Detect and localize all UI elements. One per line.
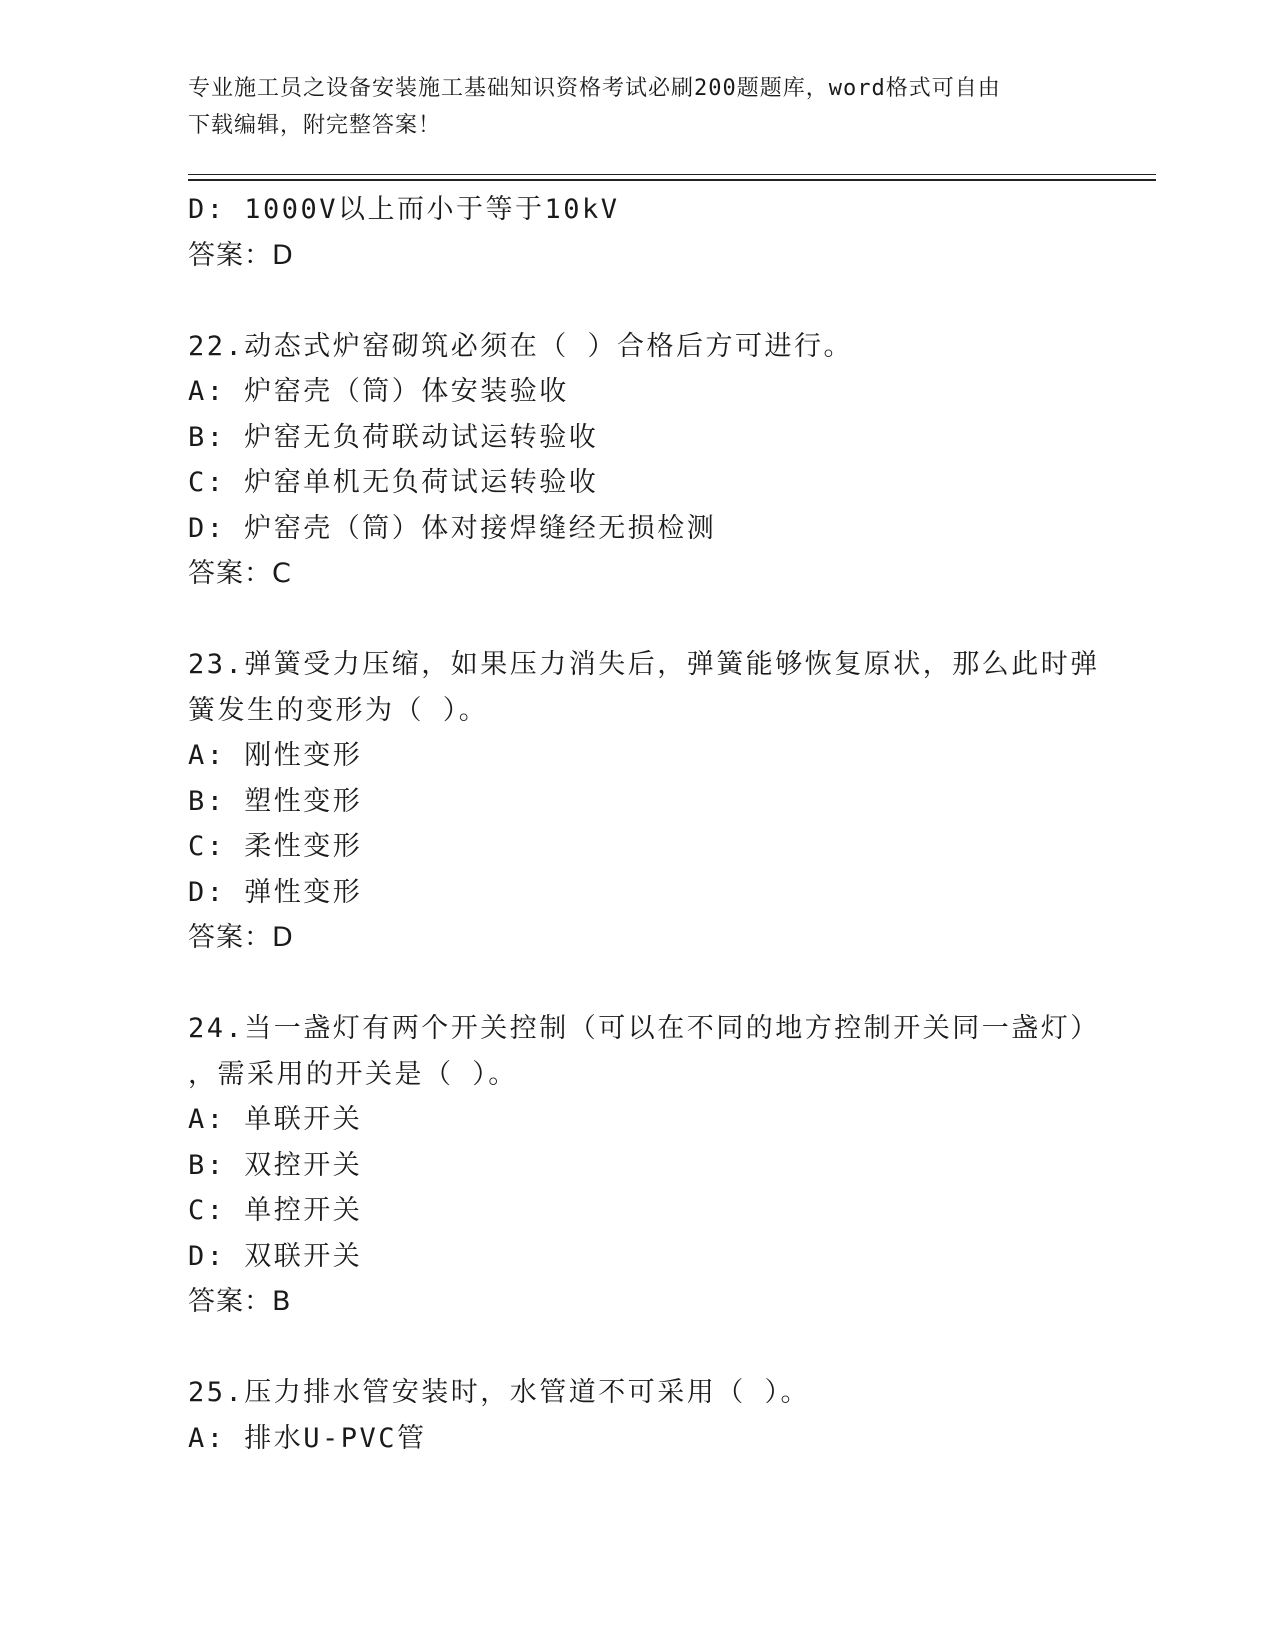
option-c: C: 单控开关 [188,1195,363,1226]
header-line-1: 专业施工员之设备安装施工基础知识资格考试必刷200题题库，word格式可自由 [188,76,1001,101]
question-stem: 25.压力排水管安装时，水管道不可采用（ ）。 [188,1377,811,1408]
option-b: B: 双控开关 [188,1149,363,1181]
question-22 [188,324,1088,597]
spacer [188,278,1088,324]
document-header [188,70,1088,144]
question-stem-continued: 簧发生的变形为（ ）。 [188,694,489,726]
option-d: D: 双联开关 [188,1240,363,1272]
header-divider-thick [188,179,1156,181]
answer-label: 答案：D [188,922,294,953]
answer-label: 答案：B [188,1286,292,1317]
option-a: A: 单联开关 [188,1104,363,1135]
option-d: D: 1000V以上而小于等于10kV [188,194,620,225]
partial-question-21 [188,187,1088,278]
question-25 [188,1370,1088,1461]
answer-label: 答案：C [188,558,292,589]
spacer [188,597,1088,643]
question-list [188,187,1100,1461]
question-23 [188,642,1100,961]
option-a: A: 炉窑壳（筒）体安装验收 [188,376,569,407]
option-c: C: 炉窑单机无负荷试运转验收 [188,467,599,498]
option-c: C: 柔性变形 [188,831,363,862]
option-a: A: 排水U-PVC管 [188,1422,427,1454]
question-stem-continued: ，需采用的开关是（ ）。 [188,1058,518,1090]
option-b: B: 炉窑无负荷联动试运转验收 [188,421,599,453]
question-24 [188,1006,1100,1325]
answer-label: 答案：D [188,239,294,271]
spacer [188,961,1088,1007]
header-line-2: 下载编辑，附完整答案！ [188,113,442,138]
option-a: A: 刚性变形 [188,740,363,771]
option-d: D: 炉窑壳（筒）体对接焊缝经无损检测 [188,512,717,544]
question-stem: 24.当一盏灯有两个开关控制（可以在不同的地方控制开关同一盏灯） [188,1013,1100,1044]
spacer [188,1325,1088,1371]
option-d: D: 弹性变形 [188,876,363,908]
header-divider-thin [188,174,1156,175]
question-stem: 22.动态式炉窑砌筑必须在（ ）合格后方可进行。 [188,330,854,362]
option-b: B: 塑性变形 [188,785,363,817]
question-stem: 23.弹簧受力压缩，如果压力消失后，弹簧能够恢复原状，那么此时弹 [188,649,1100,680]
